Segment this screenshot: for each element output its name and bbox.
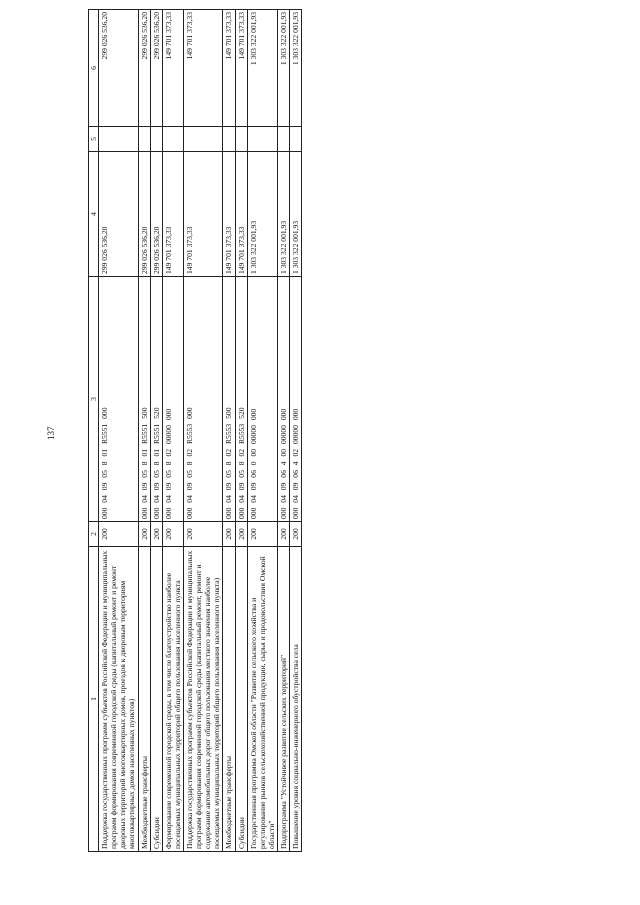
table-body [99, 10, 302, 852]
row-name: Субсидии [150, 547, 162, 852]
row-total: 149 701 373,33 [183, 10, 222, 127]
table-row [150, 10, 162, 852]
row-classification: 000 04 09 05 8 02 R5553 500 [223, 277, 235, 522]
row-col5 [277, 127, 289, 152]
row-name: Поддержка государственных программ субъектов Российской Федерации и муниципальных программ формирования современной городской среды (капитальный ремонт и ремонт дворовых территорий многоквартирных домов, проездов к дворовым территориям многоквартирных домов населенных пунктов) [99, 547, 138, 852]
row-col5 [150, 127, 162, 152]
table-row [162, 10, 183, 852]
row-name: Повышение уровня социально-инженерного обустройства села [290, 547, 302, 852]
row-code: 200 [223, 522, 235, 547]
rotated-document [88, 12, 533, 852]
row-classification: 000 04 09 05 8 01 R5551 500 [138, 277, 150, 522]
row-amount: 1 303 322 001,93 [277, 152, 289, 277]
row-amount: 149 701 373,33 [223, 152, 235, 277]
row-name: Подпрограмма "Устойчивое развитие сельских территорий" [277, 547, 289, 852]
row-code: 200 [150, 522, 162, 547]
table-row [99, 10, 138, 852]
row-amount: 299 026 536,20 [99, 152, 138, 277]
row-code: 200 [99, 522, 138, 547]
row-total: 1 303 322 001,93 [247, 10, 277, 127]
row-amount: 299 026 536,20 [150, 152, 162, 277]
row-col5 [138, 127, 150, 152]
row-col5 [162, 127, 183, 152]
table-row [277, 10, 289, 852]
row-total: 1 303 322 001,93 [290, 10, 302, 127]
page-number: 137 [46, 426, 56, 440]
row-col5 [247, 127, 277, 152]
row-total: 1 303 322 001,93 [277, 10, 289, 127]
row-total: 299 026 536,20 [150, 10, 162, 127]
row-code: 200 [138, 522, 150, 547]
row-name: Поддержка государственных программ субъектов Российской Федерации и муниципальных программ формирования современной городской среды (капитальный ремонт, ремонт и содержание автомобильных дорог общего пользования местного значения наиболее посещаемых муниципальных территорий общего пользования населенного пункта) [183, 547, 222, 852]
row-total: 299 026 536,20 [138, 10, 150, 127]
row-classification: 000 04 09 05 8 02 R5553 000 [183, 277, 222, 522]
row-code: 200 [277, 522, 289, 547]
header-row [89, 10, 99, 852]
row-total: 299 026 536,20 [99, 10, 138, 127]
column-header-3: 3 [89, 277, 99, 522]
row-code: 200 [247, 522, 277, 547]
table-row [223, 10, 235, 852]
row-name: Государственная программа Омской области "Развитие сельского хозяйства и регулирование рынков сельскохозяйственной продукции, сырья и продовольствия Омской области" [247, 547, 277, 852]
row-amount: 1 303 322 001,93 [290, 152, 302, 277]
table-row [247, 10, 277, 852]
row-amount: 149 701 373,33 [162, 152, 183, 277]
table-row [138, 10, 150, 852]
row-code: 200 [183, 522, 222, 547]
row-col5 [223, 127, 235, 152]
column-header-6: 6 [89, 10, 99, 127]
row-total: 149 701 373,33 [235, 10, 247, 127]
row-classification: 000 04 09 05 8 02 00000 000 [162, 277, 183, 522]
row-classification: 000 04 09 06 4 00 00000 000 [277, 277, 289, 522]
row-col5 [235, 127, 247, 152]
row-classification: 000 04 09 05 8 01 R5551 520 [150, 277, 162, 522]
column-header-5: 5 [89, 127, 99, 152]
column-header-1: 1 [89, 547, 99, 852]
table-row [183, 10, 222, 852]
row-classification: 000 04 09 05 8 02 R5553 520 [235, 277, 247, 522]
row-col5 [290, 127, 302, 152]
row-code: 200 [235, 522, 247, 547]
row-name: Субсидии [235, 547, 247, 852]
row-col5 [99, 127, 138, 152]
row-name: Формирование современной городской среды, в том числе благоустройство наиболее посещаемых муниципальных территорий общего пользования населенного пункта [162, 547, 183, 852]
table-row [235, 10, 247, 852]
row-col5 [183, 127, 222, 152]
row-classification: 000 04 09 05 8 01 R5551 000 [99, 277, 138, 522]
column-header-4: 4 [89, 152, 99, 277]
row-amount: 149 701 373,33 [235, 152, 247, 277]
row-amount: 1 303 322 001,93 [247, 152, 277, 277]
row-code: 200 [290, 522, 302, 547]
budget-table [88, 9, 302, 852]
row-name: Межбюджетные трансферты [223, 547, 235, 852]
row-total: 149 701 373,33 [162, 10, 183, 127]
row-classification: 000 04 09 06 0 00 00000 000 [247, 277, 277, 522]
table-row [290, 10, 302, 852]
row-total: 149 701 373,33 [223, 10, 235, 127]
row-classification: 000 04 09 06 4 02 00000 000 [290, 277, 302, 522]
row-amount: 149 701 373,33 [183, 152, 222, 277]
row-amount: 299 026 536,20 [138, 152, 150, 277]
row-code: 200 [162, 522, 183, 547]
row-name: Межбюджетные трансферты [138, 547, 150, 852]
column-header-2: 2 [89, 522, 99, 547]
